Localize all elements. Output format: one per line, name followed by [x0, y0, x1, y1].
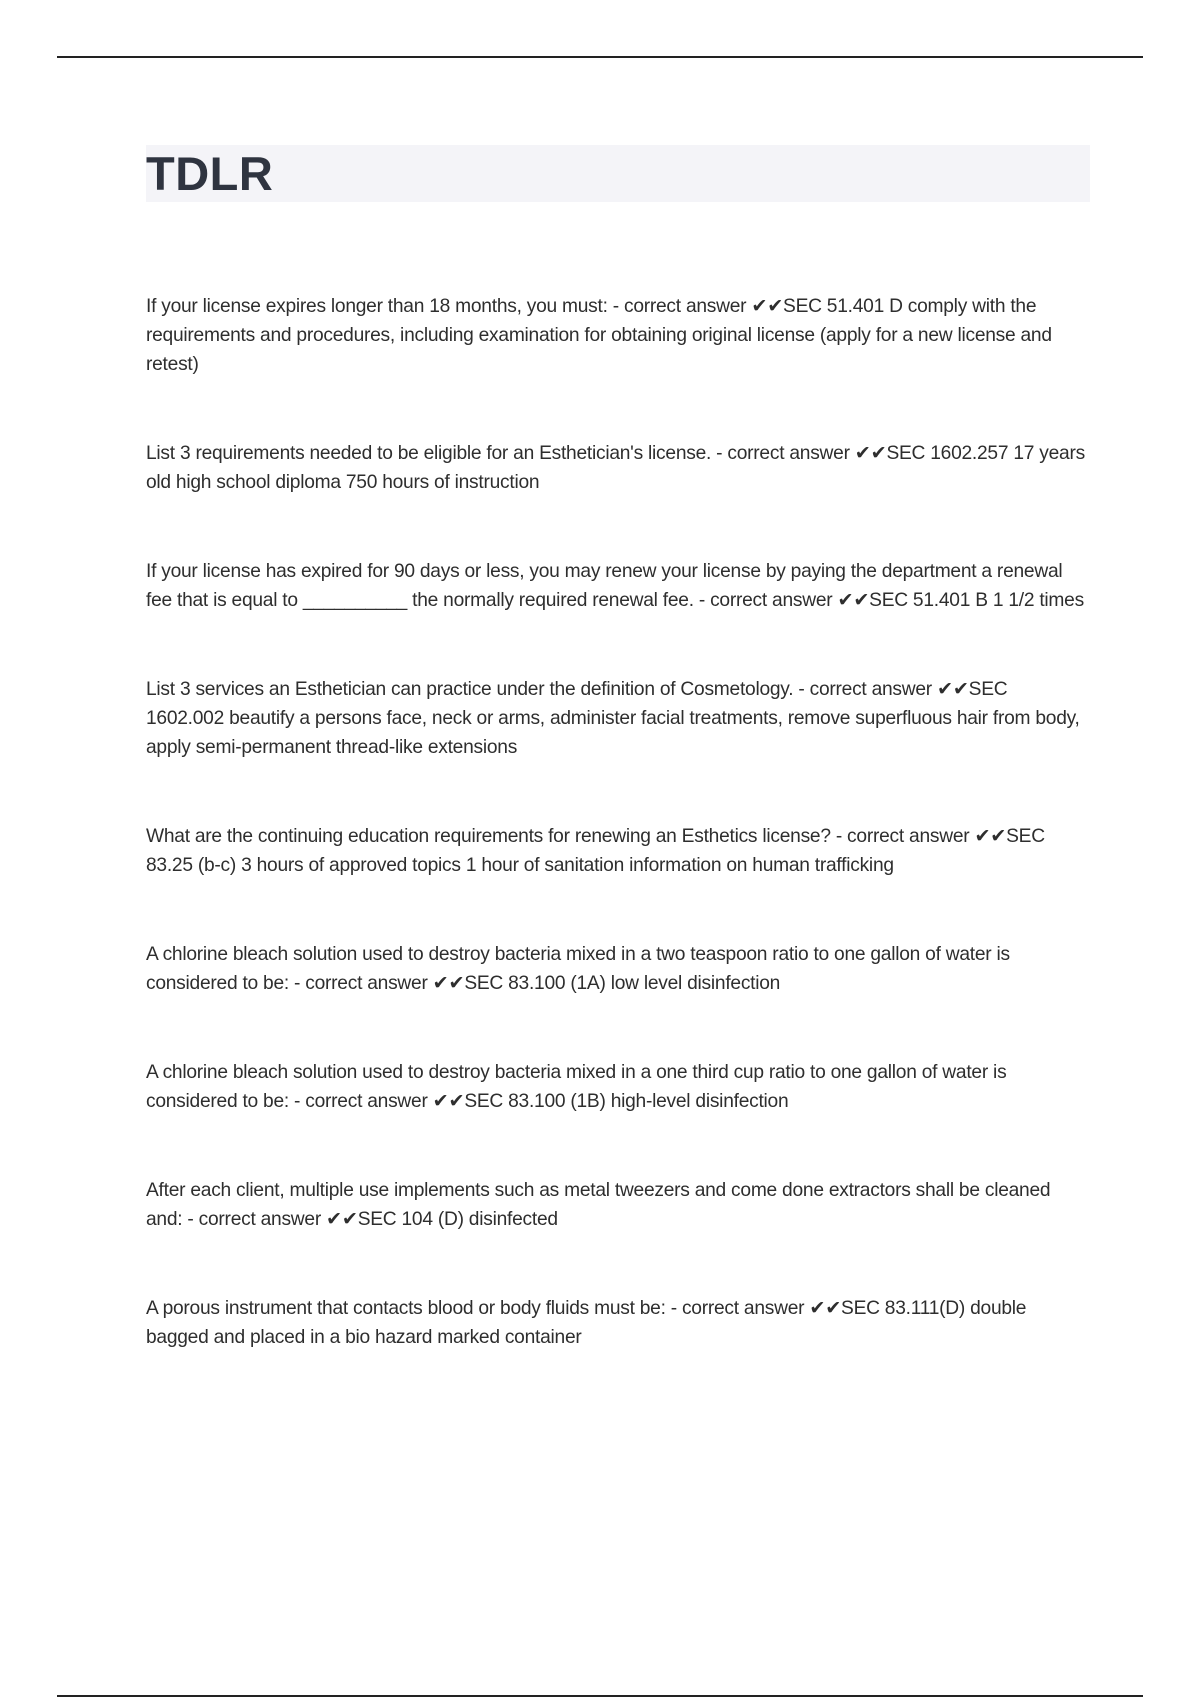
qa-item: After each client, multiple use implements such as metal tweezers and come done extractors shall be cleaned and: - correct answer ✔✔SEC 104 (D) disinfected — [146, 1180, 1051, 1230]
qa-item: A porous instrument that contacts blood or body fluids must be: - correct answer ✔✔SEC 83.111(D) double bagged and placed in a bio hazard marked container — [146, 1298, 1027, 1348]
qa-item: List 3 services an Esthetician can practice under the definition of Cosmetology. - correct answer ✔✔SEC 1602.002 beautify a persons face, neck or arms, administer facial treatments, remove superfluous hair from body, apply semi-permanent thread-like extensions — [146, 679, 1080, 758]
title-band — [146, 145, 1090, 202]
qa-item: If your license expires longer than 18 months, you must: - correct answer ✔✔SEC 51.401 D comply with the requirements and procedures, including examination for obtaining original license (apply for a new license and retest) — [146, 296, 1052, 375]
qa-item: List 3 requirements needed to be eligible for an Esthetician's license. - correct answer ✔✔SEC 1602.257 17 years old high school diploma 750 hours of instruction — [146, 443, 1085, 493]
qa-list — [146, 292, 1090, 1412]
qa-item: What are the continuing education requirements for renewing an Esthetics license? - correct answer ✔✔SEC 83.25 (b-c) 3 hours of approved topics 1 hour of sanitation information on human trafficking — [146, 826, 1045, 876]
qa-item: A chlorine bleach solution used to destroy bacteria mixed in a two teaspoon ratio to one gallon of water is considered to be: - correct answer ✔✔SEC 83.100 (1A) low level disinfection — [146, 944, 1010, 994]
bottom-rule — [57, 1695, 1143, 1697]
qa-item: A chlorine bleach solution used to destroy bacteria mixed in a one third cup ratio to one gallon of water is considered to be: - correct answer ✔✔SEC 83.100 (1B) high-level disinfection — [146, 1062, 1007, 1112]
top-rule — [57, 56, 1143, 58]
qa-item: If your license has expired for 90 days or less, you may renew your license by paying the department a renewal fee that is equal to __________ the normally required renewal fee. - correct answer ✔✔SEC 51.401 B 1 1/2 times — [146, 561, 1084, 611]
page-title: TDLR — [146, 147, 274, 200]
